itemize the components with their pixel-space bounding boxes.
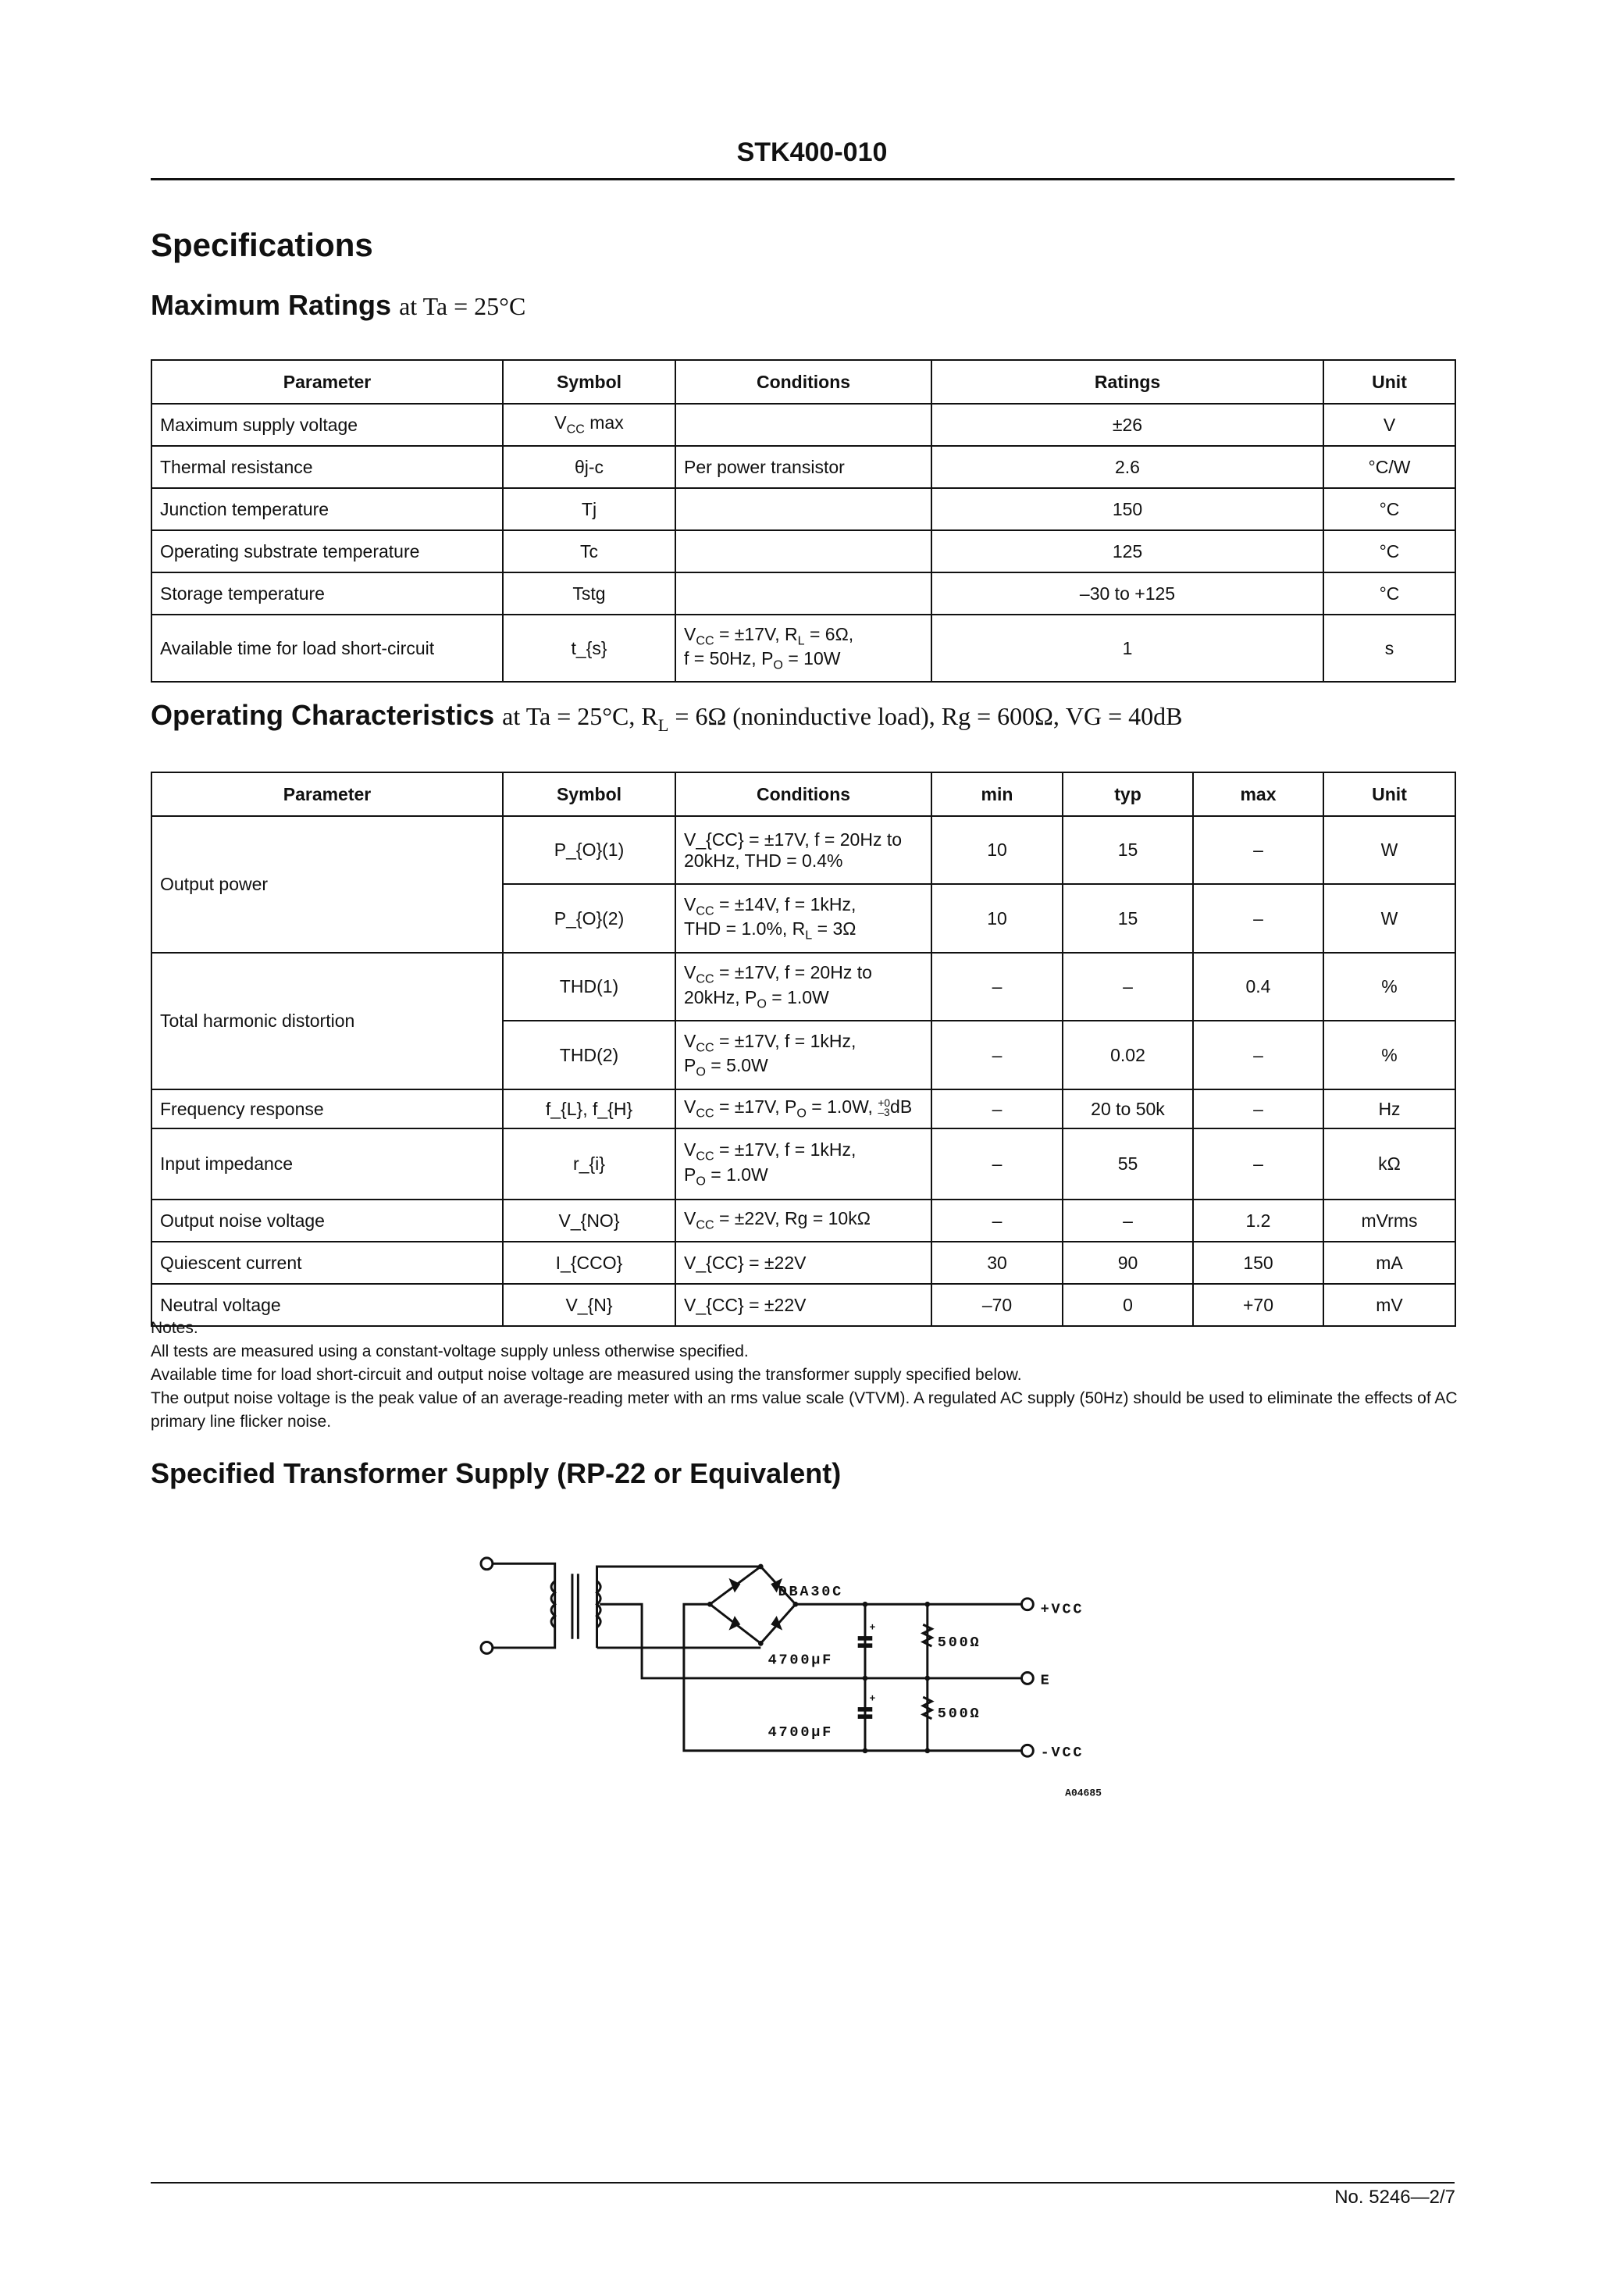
resistor-label: 500Ω (937, 1635, 981, 1652)
min-cell: –70 (931, 1284, 1063, 1326)
svg-text:+: + (869, 1692, 876, 1705)
conditions-cell: $V_{CC} = \pm 17V$, $P_O = 1.0W$, +0 –3 dB (675, 1089, 931, 1128)
symbol-cell: THD(2) (503, 1021, 675, 1089)
table-row (151, 488, 1455, 530)
table-row (151, 953, 1455, 1021)
unit-cell: °C (1323, 488, 1455, 530)
notes (151, 1317, 1462, 1434)
conditions-cell (675, 488, 931, 530)
max-cell: 0.4 (1193, 953, 1323, 1021)
table-row (151, 530, 1455, 572)
typ-cell: 90 (1063, 1242, 1193, 1284)
column-header: Symbol (503, 360, 675, 404)
ratings-cell: –30 to +125 (931, 572, 1323, 615)
figure-id: A04685 (1065, 1787, 1102, 1799)
min-cell: – (931, 1200, 1063, 1242)
diode-icons (728, 1578, 782, 1631)
conditions-cell (675, 404, 931, 446)
conditions-cell: $V_{CC} = \pm 17V$, $R_L = 6\Omega$, f = 50Hz, $P_O = 10W$ (675, 615, 931, 682)
capacitor-icon (858, 1636, 873, 1641)
symbol-cell: r_{i} (503, 1128, 675, 1200)
secondary-top-wire (597, 1567, 761, 1648)
terminal-e-label: E (1040, 1672, 1049, 1689)
table-row (151, 1200, 1455, 1242)
terminal-neg-vcc (1021, 1745, 1033, 1756)
symbol-cell: I_{CCO} (503, 1242, 675, 1284)
note-item: The output noise voltage is the peak value of an average-reading meter with an rms value scale (VTVM). A regulated AC supply (50Hz) should be used to eliminate the effects of AC primary line flicker noise. (151, 1389, 1458, 1431)
unit-cell: mV (1323, 1284, 1455, 1326)
max-cell: 1.2 (1193, 1200, 1323, 1242)
typ-cell: 0 (1063, 1284, 1193, 1326)
terminal-pos-vcc (1021, 1599, 1033, 1610)
column-header: Symbol (503, 772, 675, 816)
parameter-cell: Output noise voltage (151, 1200, 503, 1242)
max-ratings-table (151, 359, 1456, 683)
note-item: All tests are measured using a constant-voltage supply unless otherwise specified. (151, 1342, 749, 1360)
table-row (151, 1089, 1455, 1128)
unit-cell: °C (1323, 572, 1455, 615)
max-cell: – (1193, 1128, 1323, 1200)
min-cell: – (931, 953, 1063, 1021)
parameter-cell: Total harmonic distortion (151, 953, 503, 1089)
conditions-cell: $V_{CC} = \pm 17V$, f = 1kHz, $P_O = 5.0W$ (675, 1021, 931, 1089)
max-ratings-heading (151, 289, 525, 322)
table-row (151, 572, 1455, 615)
column-header: min (931, 772, 1063, 816)
symbol-cell: V_{N} (503, 1284, 675, 1326)
symbol-cell: Tj (503, 488, 675, 530)
specifications-heading: Specifications (151, 226, 373, 263)
max-cell: 150 (1193, 1242, 1323, 1284)
column-header: Ratings (931, 360, 1323, 404)
note-item: Available time for load short-circuit and output noise voltage are measured using the transformer supply specified below. (151, 1366, 1022, 1384)
primary-winding-wire (493, 1563, 555, 1648)
parameter-cell: Input impedance (151, 1128, 503, 1200)
column-header: max (1193, 772, 1323, 816)
typ-cell: – (1063, 953, 1193, 1021)
parameter-cell: Junction temperature (151, 488, 503, 530)
symbol-cell: P_{O}(2) (503, 884, 675, 953)
max-ratings-subtitle: at Ta = 25°C (399, 292, 526, 320)
input-terminal (481, 1558, 493, 1570)
parameter-cell: Frequency response (151, 1089, 503, 1128)
operating-subtitle: at Ta = 25°C, $R_L = 6\Omega$ (noninductive load), Rg = 600Ω, VG = 40dB (502, 702, 1183, 735)
unit-cell: kΩ (1323, 1128, 1455, 1200)
parameter-cell: Thermal resistance (151, 446, 503, 488)
column-header: Parameter (151, 772, 503, 816)
footer-rule (151, 2182, 1455, 2184)
typ-cell: 0.02 (1063, 1021, 1193, 1089)
unit-cell: % (1323, 953, 1455, 1021)
max-ratings-title: Maximum Ratings (151, 289, 392, 321)
max-cell: – (1193, 1089, 1323, 1128)
unit-cell: V (1323, 404, 1455, 446)
parameter-cell: Operating substrate temperature (151, 530, 503, 572)
conditions-cell: V_{CC} = ±22V (675, 1242, 931, 1284)
symbol-cell: f_{L}, f_{H} (503, 1089, 675, 1128)
capacitor-label: 4700µF (767, 1724, 834, 1741)
unit-cell: mA (1323, 1242, 1455, 1284)
parameter-cell: Quiescent current (151, 1242, 503, 1284)
ratings-cell: 125 (931, 530, 1323, 572)
parameter-cell: Maximum supply voltage (151, 404, 503, 446)
conditions-cell: $V_{CC} = \pm 22V$, Rg = 10kΩ (675, 1200, 931, 1242)
table-header-row (151, 360, 1455, 404)
column-header: Conditions (675, 772, 931, 816)
ratings-cell: ±26 (931, 404, 1323, 446)
parameter-cell: Output power (151, 816, 503, 953)
conditions-cell (675, 572, 931, 615)
typ-cell: 20 to 50k (1063, 1089, 1193, 1128)
document-header-title: STK400-010 (736, 137, 888, 167)
min-cell: 30 (931, 1242, 1063, 1284)
min-cell: 10 (931, 884, 1063, 953)
resistor-icon (923, 1697, 931, 1719)
typ-cell: 55 (1063, 1128, 1193, 1200)
min-cell: – (931, 1089, 1063, 1128)
conditions-cell: V_{CC} = ±17V, f = 20Hz to 20kHz, THD = 0.4% (675, 816, 931, 884)
notes-heading: Notes. (151, 1319, 198, 1337)
symbol-cell: t_{s} (503, 615, 675, 682)
column-header: Unit (1323, 360, 1455, 404)
unit-cell: Hz (1323, 1089, 1455, 1128)
table-row (151, 1128, 1455, 1200)
unit-cell: °C (1323, 530, 1455, 572)
max-cell: – (1193, 816, 1323, 884)
ratings-cell: 150 (931, 488, 1323, 530)
symbol-cell: Tc (503, 530, 675, 572)
column-header: Unit (1323, 772, 1455, 816)
capacitor-label: 4700µF (767, 1652, 834, 1669)
conditions-cell (675, 530, 931, 572)
max-cell: – (1193, 1021, 1323, 1089)
terminal-pos-label: +VCC (1040, 1601, 1084, 1618)
typ-cell: 15 (1063, 816, 1193, 884)
conditions-cell: $V_{CC} = \pm 17V$, f = 20Hz to 20kHz, $P_O = 1.0W$ (675, 953, 931, 1021)
symbol-cell: V_{NO} (503, 1200, 675, 1242)
max-cell: +70 (1193, 1284, 1323, 1326)
bridge-label: DBA30C (778, 1584, 844, 1601)
conditions-cell: $V_{CC} = \pm 17V$, f = 1kHz, $P_O = 1.0W$ (675, 1128, 931, 1200)
table-row (151, 816, 1455, 884)
symbol-cell: θj-c (503, 446, 675, 488)
ratings-cell: 1 (931, 615, 1323, 682)
transformer-heading: Specified Transformer Supply (RP-22 or Equivalent) (151, 1457, 842, 1489)
operating-heading (151, 699, 1183, 736)
symbol-cell: Tstg (503, 572, 675, 615)
operating-characteristics-table (151, 772, 1456, 1327)
input-terminal (481, 1642, 493, 1654)
unit-cell: % (1323, 1021, 1455, 1089)
unit-cell: W (1323, 884, 1455, 953)
unit-cell: s (1323, 615, 1455, 682)
ratings-cell: 2.6 (931, 446, 1323, 488)
column-header: Conditions (675, 360, 931, 404)
conditions-cell: Per power transistor (675, 446, 931, 488)
header-rule (151, 178, 1455, 180)
terminal-neg-label: -VCC (1040, 1745, 1084, 1762)
typ-cell: – (1063, 1200, 1193, 1242)
column-header: typ (1063, 772, 1193, 816)
min-cell: – (931, 1021, 1063, 1089)
table-header-row (151, 772, 1455, 816)
terminal-e (1021, 1673, 1033, 1684)
resistor-icon (923, 1624, 931, 1646)
symbol-cell: P_{O}(1) (503, 816, 675, 884)
page-number: No. 5246—2/7 (1334, 2187, 1455, 2208)
capacitor-icon (858, 1707, 873, 1712)
operating-title: Operating Characteristics (151, 699, 495, 731)
resistor-label: 500Ω (937, 1706, 981, 1723)
symbol-cell: THD(1) (503, 953, 675, 1021)
conditions-cell: V_{CC} = ±22V (675, 1284, 931, 1326)
unit-cell: °C/W (1323, 446, 1455, 488)
table-row (151, 615, 1455, 682)
unit-cell: W (1323, 816, 1455, 884)
symbol-cell: $V_{CC}$ max (503, 404, 675, 446)
parameter-cell: Neutral voltage (151, 1284, 503, 1326)
parameter-cell: Storage temperature (151, 572, 503, 615)
min-cell: 10 (931, 816, 1063, 884)
table-row (151, 1242, 1455, 1284)
table-row (151, 404, 1455, 446)
transformer-supply-circuit (471, 1545, 1158, 1810)
svg-text:+: + (869, 1621, 876, 1634)
column-header: Parameter (151, 360, 503, 404)
parameter-cell: Available time for load short-circuit (151, 615, 503, 682)
typ-cell: 15 (1063, 884, 1193, 953)
table-row (151, 446, 1455, 488)
conditions-cell: $V_{CC} = \pm 14V$, f = 1kHz, THD = 1.0%, $R_L = 3\Omega$ (675, 884, 931, 953)
bridge-rectifier (710, 1567, 796, 1643)
min-cell: – (931, 1128, 1063, 1200)
max-cell: – (1193, 884, 1323, 953)
unit-cell: mVrms (1323, 1200, 1455, 1242)
